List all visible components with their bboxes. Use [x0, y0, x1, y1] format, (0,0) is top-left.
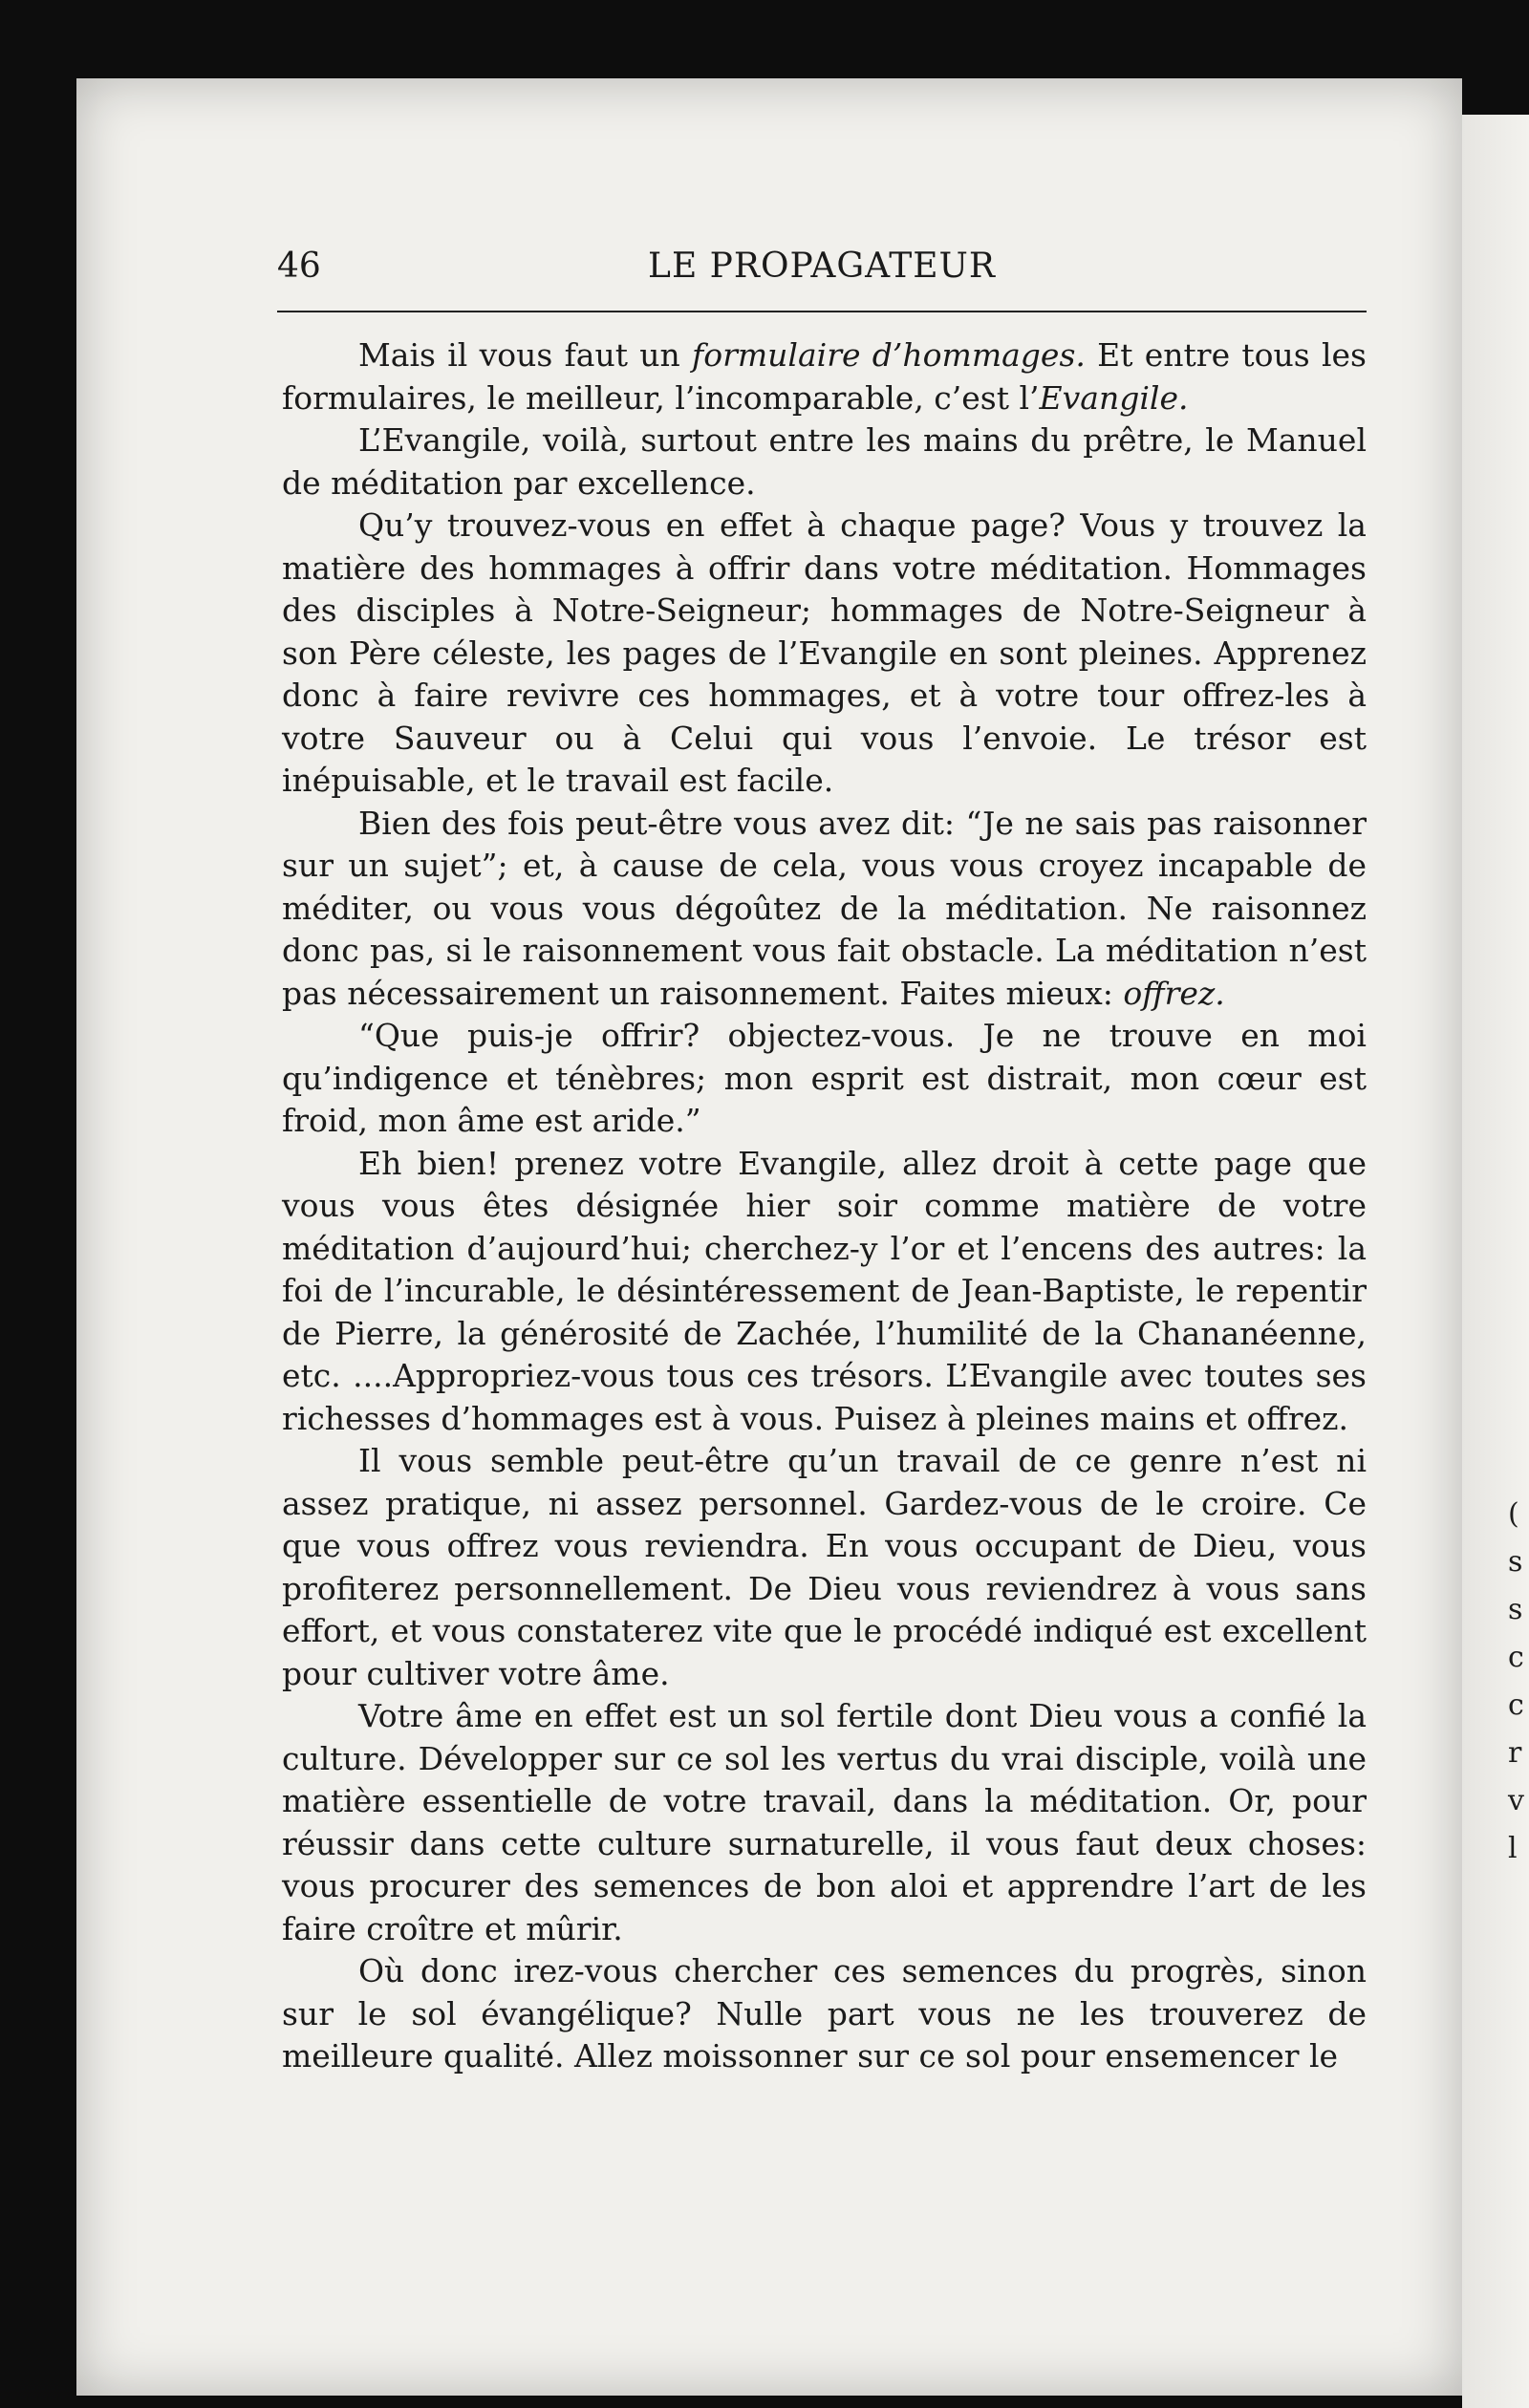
paragraph: [282, 803, 1367, 1016]
edge-letter: l: [1508, 1832, 1518, 1865]
edge-letter: v: [1508, 1784, 1524, 1817]
text-run: Bien des fois peut-être vous avez dit: “Je ne sais pas raisonner sur un sujet”; et, à cause de cela, vous vous croyez incapable de méditer, ou vous vous dégoûtez de la méditation. Ne raisonnez donc pas, si le raisonnement vous fait obstacle. La méditation n’est pas nécessairement un raisonnement. Faites mieux:: [282, 804, 1367, 1012]
text-run: Qu’y trouvez-vous en effet à chaque page? Vous y trouvez la matière des hommages à offrir dans votre méditation. Hommages des disciples à Notre-Seigneur; hommages de Notre-Seigneur à son Père céleste, les pages de l’Evangile en sont pleines. Apprenez donc à faire revivre ces hommages, et à votre tour offrez-les à votre Sauveur ou à Celui qui vous l’envoie. Le trésor est inépuisable, et le travail est facile.: [282, 506, 1367, 799]
text-run: “Que puis-je offrir? objectez-vous. Je ne trouve en moi qu’indigence et ténèbres; mon esprit est distrait, mon cœur est froid, mon âme est aride.”: [282, 1017, 1367, 1139]
paragraph: [282, 1950, 1367, 2078]
next-page-edge: [1462, 115, 1529, 2408]
paragraph: [282, 334, 1367, 419]
text-run: L’Evangile, voilà, surtout entre les mains du prêtre, le Manuel de méditation par excellence.: [282, 421, 1367, 502]
page-header: [277, 239, 1367, 296]
edge-letter: s: [1508, 1593, 1523, 1626]
running-head: LE PROPAGATEUR: [648, 247, 996, 286]
italic-text: Evangile.: [1039, 378, 1189, 417]
paragraph: [282, 419, 1367, 505]
italic-text: offrez.: [1123, 974, 1225, 1012]
italic-text: formulaire d’hommages.: [692, 336, 1086, 374]
paragraph: [282, 505, 1367, 803]
edge-letter: r: [1508, 1736, 1522, 1770]
edge-letter: s: [1508, 1545, 1523, 1579]
edge-letter: c: [1508, 1641, 1524, 1674]
edge-letter: (: [1508, 1497, 1519, 1531]
paragraph: [282, 1015, 1367, 1143]
next-page-edge-letters: [1508, 1491, 1529, 1873]
edge-letter: c: [1508, 1688, 1524, 1722]
header-rule: [277, 311, 1367, 312]
paragraph: [282, 1695, 1367, 1950]
body-text: [282, 334, 1367, 2078]
paragraph: [282, 1440, 1367, 1695]
page-number: 46: [277, 247, 321, 286]
text-run: Mais il vous faut un: [358, 336, 693, 374]
text-run: Eh bien! prenez votre Evangile, allez droit à cette page que vous vous êtes désignée hier soir comme matière de votre méditation d’aujourd’hui; cherchez-y l’or et l’encens des autres: la foi de l’incurable, le désintéressement de Jean-Baptiste, le repentir de Pierre, la générosité de Zachée, l’humilité de la Chananéenne, etc. ....Appropriez-vous tous ces trésors. L’Evangile avec toutes ses richesses d’hommages est à vous. Puisez à pleines mains et offrez.: [282, 1144, 1367, 1437]
paragraph: [282, 1143, 1367, 1441]
text-run: Où donc irez-vous chercher ces semences du progrès, sinon sur le sol évangélique? Nulle part vous ne les trouverez de meilleure qualité. Allez moissonner sur ce sol pour ensemencer le: [282, 1952, 1367, 2075]
text-run: Et entre tous les formulaires, le meilleur, l’incomparable, c’est l’: [282, 336, 1367, 417]
text-run: Il vous semble peut-être qu’un travail de ce genre n’est ni assez pratique, ni assez personnel. Gardez-vous de le croire. Ce que vous offrez vous reviendra. En vous occupant de Dieu, vous profiterez personnellement. De Dieu vous reviendrez à vous sans effort, et vous constaterez vite que le procédé indiqué est excellent pour cultiver votre âme.: [282, 1442, 1367, 1692]
text-run: Votre âme en effet est un sol fertile dont Dieu vous a confié la culture. Développer sur ce sol les vertus du vrai disciple, voilà une matière essentielle de votre travail, dans la méditation. Or, pour réussir dans cette culture surnaturelle, il vous faut deux choses: vous procurer des semences de bon aloi et apprendre l’art de les faire croître et mûrir.: [282, 1697, 1367, 1947]
